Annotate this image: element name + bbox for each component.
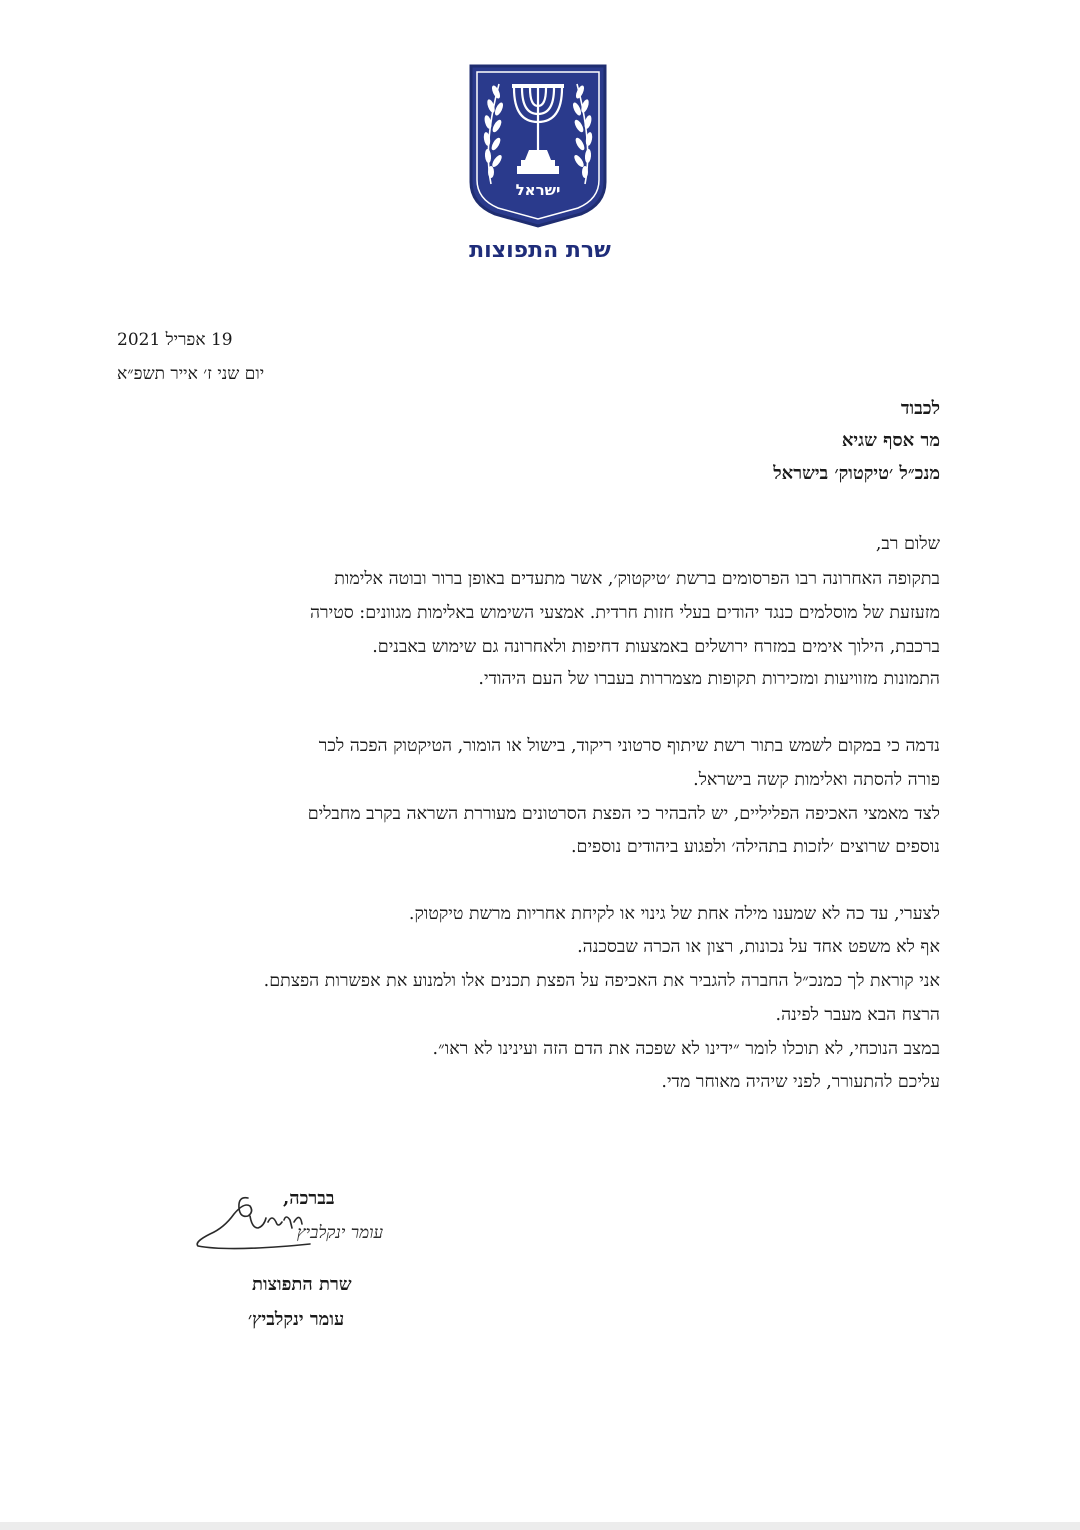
hebrew-date: יום שני ז׳ אייר תשפ״א (117, 364, 265, 384)
paragraph-1-line: התמונות מזוויעות ומזכירות תקופות מצמררות בעברו של העם היהודי. (478, 669, 940, 689)
paragraph-1-line: ברכבת, הילוך אימים במזרח ירושלים באמצעות דחיפות ולאחרונה גם שימוש באבנים. (372, 637, 940, 657)
paragraph-1-line: בתקופה האחרונה רבו הפרסומים ברשת ׳טיקטוק׳, אשר מתעדים באופן ברור ובוטה אלימות (334, 569, 940, 589)
page-bottom-strip (0, 1522, 1080, 1530)
paragraph-1-line: מזעזעת של מוסלמים כנגד יהודים בעלי חזות חרדית. אמצעי השימוש באלימות מגוונים: סטירה (309, 603, 940, 623)
signer-title: שרת התפוצות (252, 1274, 352, 1295)
paragraph-3-line: הרצח הבא מעבר לפינה. (775, 1005, 940, 1025)
paragraph-3-line: לצערי, עד כה לא שמענו מילה אחת של גינוי או לקיחת אחריות מרשת טיקטוק. (408, 904, 940, 924)
addressee-line-1: לכבוד (900, 398, 940, 419)
handwritten-signature-icon (190, 1192, 405, 1254)
paragraph-2-line: נדמה כי במקום לשמש בתור רשת שיתוף סרטוני ריקוד, בישול או הומור, הטיקטוק הפכה לכר (318, 736, 940, 756)
addressee-title: מנכ״ל ׳טיקטוק׳ בישראל (773, 463, 940, 484)
paragraph-3-line: אני קוראת לך כמנכ״ל החברה להגביר את האכיפה על הפצת תכנים אלו ולמנוע את אפשרות הפצתם. (263, 971, 940, 991)
greeting: שלום רב, (875, 534, 940, 554)
paragraph-3-line: עליכם להתעורר, לפני שיהיה מאוחר מדי. (661, 1072, 940, 1092)
signature-text: עומר ינקלביץ (296, 1223, 384, 1243)
paragraph-3-line: במצב הנוכחי, לא תוכלו לומר ״ידינו לא שפכה את הדם הזה ועינינו לא ראו״. (432, 1039, 940, 1059)
paragraph-2-line: נוספים שרוצים ׳לזכות בתהילה׳ ולפגוע ביהודים נוספים. (570, 837, 940, 857)
emblem-inscription: ישראל (515, 181, 561, 199)
ministry-header: שרת התפוצות (469, 238, 611, 263)
paragraph-2-line: פורה להסתה ואלימות קשה בישראל. (693, 770, 940, 790)
gregorian-date: 19 אפריל 2021 (117, 330, 233, 350)
paragraph-3-line: אף לא משפט אחד על נכונות, רצון או הכרה שבסכנה. (577, 937, 940, 957)
closing-salutation: בברכה, (283, 1188, 335, 1209)
addressee-name: מר אסף שגיא (841, 430, 940, 451)
signer-name: עומר ינקלביץ׳ (248, 1309, 345, 1330)
paragraph-2-line: לצד מאמצי האכיפה הפליליים, יש להבהיר כי הפצת הסרטונים מעוררת השראה בקרב מחבלים (307, 804, 940, 824)
state-emblem-icon (469, 64, 607, 228)
